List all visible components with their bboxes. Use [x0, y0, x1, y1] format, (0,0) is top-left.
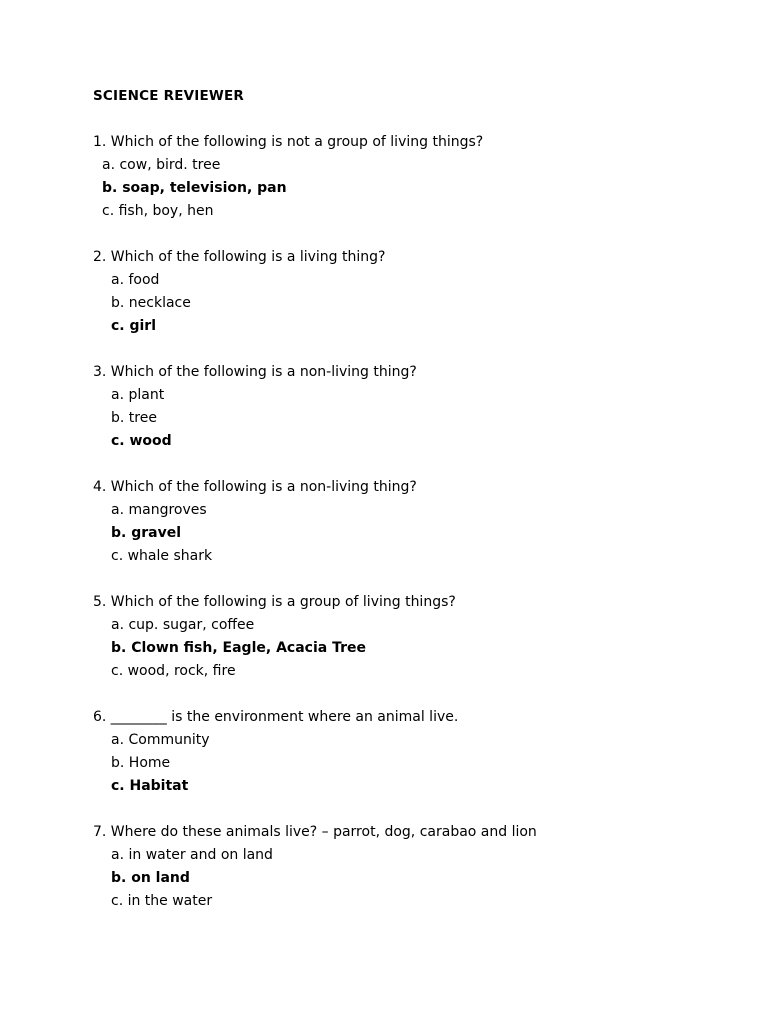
choice-b-correct: b. on land	[111, 870, 190, 886]
choice-a: a. food	[111, 272, 160, 288]
choice-a: a. mangroves	[111, 502, 207, 518]
choice-list	[93, 729, 728, 798]
question-2	[93, 246, 728, 338]
document-page	[93, 86, 728, 936]
choice-b: b. Home	[111, 755, 171, 771]
choice-a: a. cow, bird. tree	[102, 157, 221, 173]
question-text: 1. Which of the following is not a group of living things?	[93, 134, 484, 150]
choice-c-correct: c. Habitat	[111, 778, 189, 794]
document-title: SCIENCE REVIEWER	[93, 88, 245, 104]
choice-a: a. cup. sugar, coffee	[111, 617, 255, 633]
question-6	[93, 706, 728, 798]
choice-list	[93, 269, 728, 338]
choice-c: c. fish, boy, hen	[102, 203, 214, 219]
question-1	[93, 131, 728, 223]
choice-a: a. Community	[111, 732, 210, 748]
choice-c: c. whale shark	[111, 548, 213, 564]
choice-list	[93, 499, 728, 568]
choice-c: c. in the water	[111, 893, 213, 909]
question-text: 6. ________ is the environment where an animal live.	[93, 709, 459, 725]
question-5	[93, 591, 728, 683]
choice-list	[93, 844, 728, 913]
choice-c: c. wood, rock, fire	[111, 663, 236, 679]
question-7	[93, 821, 728, 913]
question-text: 5. Which of the following is a group of living things?	[93, 594, 456, 610]
question-4	[93, 476, 728, 568]
choice-b-correct: b. gravel	[111, 525, 182, 541]
question-text: 2. Which of the following is a living thing?	[93, 249, 386, 265]
choice-c-correct: c. girl	[111, 318, 157, 334]
question-text: 7. Where do these animals live? – parrot, dog, carabao and lion	[93, 824, 537, 840]
choice-list	[93, 154, 728, 223]
question-text: 4. Which of the following is a non-living thing?	[93, 479, 417, 495]
choice-b: b. necklace	[111, 295, 191, 311]
question-text: 3. Which of the following is a non-living thing?	[93, 364, 417, 380]
choice-list	[93, 614, 728, 683]
choice-a: a. in water and on land	[111, 847, 273, 863]
choice-list	[93, 384, 728, 453]
choice-b-correct: b. soap, television, pan	[102, 180, 287, 196]
choice-c-correct: c. wood	[111, 433, 172, 449]
choice-b-correct: b. Clown fish, Eagle, Acacia Tree	[111, 640, 366, 656]
question-3	[93, 361, 728, 453]
choice-b: b. tree	[111, 410, 157, 426]
choice-a: a. plant	[111, 387, 165, 403]
